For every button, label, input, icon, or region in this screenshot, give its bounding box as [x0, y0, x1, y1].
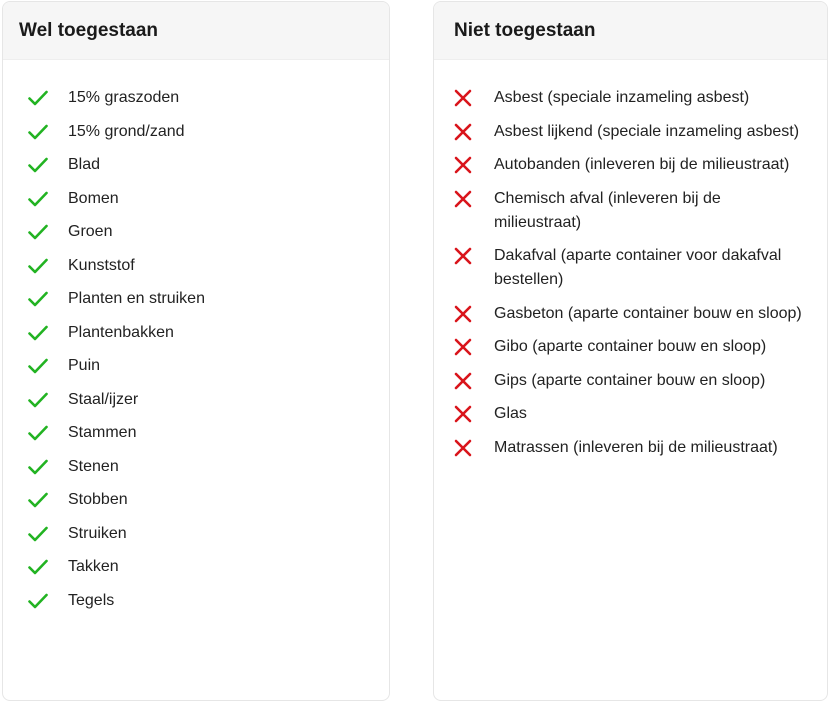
list-item — [434, 369, 827, 393]
cross-icon — [452, 86, 474, 110]
list-item-label: Bomen — [68, 189, 119, 207]
list-item — [3, 455, 389, 489]
list-item — [3, 388, 389, 422]
check-icon — [27, 421, 49, 445]
list-item — [434, 402, 827, 426]
list-item-label: Stobben — [68, 491, 128, 508]
list-item-label: Asbest lijkend (speciale inzameling asbest) — [494, 122, 800, 140]
list-item — [3, 321, 389, 355]
check-icon — [27, 321, 49, 345]
list-item-label: Tegels — [68, 591, 115, 609]
list-item-label: Puin — [68, 357, 101, 374]
list-item — [3, 589, 389, 623]
check-icon — [27, 354, 49, 378]
list-item-label: 15% graszoden — [68, 89, 180, 106]
list-item — [3, 488, 389, 522]
list-item — [434, 244, 827, 292]
check-icon — [27, 187, 49, 211]
list-item-label: Gibo (aparte container bouw en sloop) — [494, 338, 767, 355]
list-item-label: Plantenbakken — [68, 323, 174, 341]
list-item — [3, 555, 389, 589]
list-item-label: Takken — [68, 558, 119, 575]
list-item-label: 15% grond/zand — [68, 122, 185, 140]
check-icon — [27, 522, 49, 546]
list-item-label: Dakafval (aparte container voor dakafval bestellen) — [494, 247, 782, 288]
list-item — [3, 120, 389, 154]
list-item — [3, 220, 389, 254]
list-item-label: Stenen — [68, 457, 119, 475]
allowed-panel — [2, 1, 390, 701]
list-item-label: Glas — [494, 405, 527, 422]
cross-icon — [452, 120, 474, 144]
check-icon — [27, 254, 49, 278]
check-icon — [27, 153, 49, 177]
allowed-list — [3, 60, 389, 622]
list-item — [434, 302, 827, 326]
list-item — [3, 86, 389, 120]
check-icon — [27, 555, 49, 579]
cross-icon — [452, 335, 474, 359]
list-item — [434, 86, 827, 110]
check-icon — [27, 220, 49, 244]
list-item-label: Struiken — [68, 524, 127, 542]
cross-icon — [452, 187, 474, 211]
list-item — [434, 120, 827, 144]
list-item-label: Stammen — [68, 424, 137, 441]
cross-icon — [452, 369, 474, 393]
allowed-panel-header — [3, 2, 389, 60]
list-item-label: Blad — [68, 156, 101, 173]
list-item-label: Groen — [68, 223, 113, 240]
cross-icon — [452, 402, 474, 426]
list-item — [3, 153, 389, 187]
list-item-label: Gips (aparte container bouw en sloop) — [494, 371, 766, 389]
check-icon — [27, 86, 49, 110]
list-item — [434, 153, 827, 177]
list-item — [434, 436, 827, 460]
cross-icon — [452, 153, 474, 177]
not-allowed-panel-title: Niet toegestaan — [454, 19, 596, 41]
list-item — [434, 335, 827, 359]
list-item-label: Asbest (speciale inzameling asbest) — [494, 89, 750, 106]
check-icon — [27, 120, 49, 144]
list-item-label: Matrassen (inleveren bij de milieustraat) — [494, 438, 778, 456]
check-icon — [27, 589, 49, 613]
check-icon — [27, 488, 49, 512]
list-item — [3, 254, 389, 288]
list-item-label: Autobanden (inleveren bij de milieustraat) — [494, 156, 790, 173]
not-allowed-panel-header — [434, 2, 827, 60]
check-icon — [27, 388, 49, 412]
list-item — [3, 187, 389, 221]
list-item-label: Planten en struiken — [68, 290, 205, 307]
cross-icon — [452, 302, 474, 326]
not-allowed-panel — [433, 1, 828, 701]
list-item — [3, 287, 389, 321]
list-item — [3, 522, 389, 556]
list-item-label: Gasbeton (aparte container bouw en sloop) — [494, 304, 802, 322]
list-item — [3, 421, 389, 455]
cross-icon — [452, 436, 474, 460]
list-item — [3, 354, 389, 388]
not-allowed-list — [434, 60, 827, 460]
list-item-label: Chemisch afval (inleveren bij de milieustraat) — [494, 189, 721, 231]
check-icon — [27, 455, 49, 479]
check-icon — [27, 287, 49, 311]
list-item-label: Staal/ijzer — [68, 390, 139, 408]
cross-icon — [452, 244, 474, 268]
list-item — [434, 187, 827, 235]
list-item-label: Kunststof — [68, 256, 135, 274]
allowed-panel-title: Wel toegestaan — [19, 19, 159, 41]
